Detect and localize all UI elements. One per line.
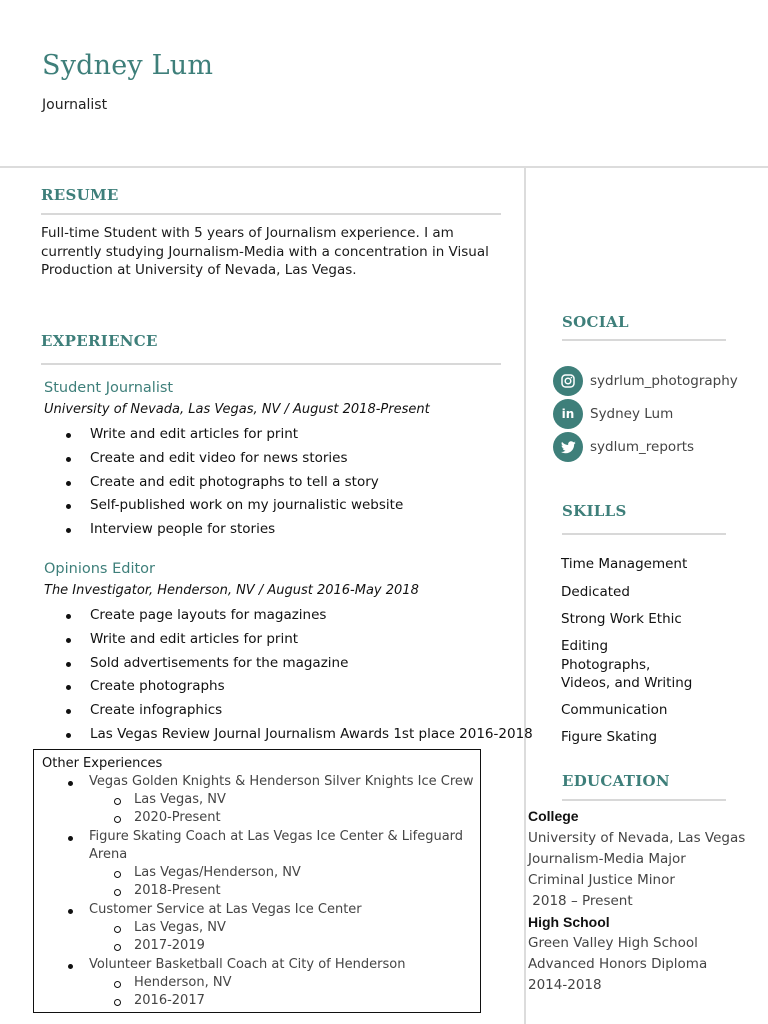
other-experience-dates: 2017-2019 — [134, 938, 205, 953]
social-handle: sydrlum_photography — [590, 373, 738, 389]
job-bullet: Create and edit video for news stories — [62, 447, 403, 471]
other-experience-dates: 2018-Present — [134, 883, 221, 898]
column-divider — [524, 168, 526, 1024]
skill-item: Strong Work Ethic — [561, 611, 682, 627]
education-section-title: EDUCATION — [562, 772, 670, 790]
skill-item: Dedicated — [561, 584, 630, 600]
other-experience-location: Las Vegas, NV — [134, 792, 226, 807]
job-bullet: Write and edit articles for print — [62, 423, 403, 447]
other-experience-item: Volunteer Basketball Coach at City of Henderson — [89, 957, 406, 972]
education-highschool-heading: High School — [528, 914, 610, 930]
job-bullet: Self-published work on my journalistic website — [62, 494, 403, 518]
social-section-rule — [562, 339, 726, 341]
candidate-name: Sydney Lum — [42, 50, 214, 81]
linkedin-icon: in — [553, 399, 583, 429]
skill-item: Communication — [561, 702, 668, 718]
job-bullets — [62, 604, 533, 747]
job-bullet: Create photographs — [62, 675, 533, 699]
social-handle: Sydney Lum — [590, 406, 674, 422]
other-experience-item: Figure Skating Coach at Las Vegas Ice Center & Lifeguard — [89, 829, 464, 844]
social-instagram[interactable] — [553, 366, 753, 396]
education-line: University of Nevada, Las Vegas — [528, 830, 746, 846]
other-experiences-box — [33, 749, 481, 1013]
job-bullet: Sold advertisements for the magazine — [62, 652, 533, 676]
education-section-rule — [562, 799, 726, 801]
skill-item: Figure Skating — [561, 729, 658, 745]
social-handle: sydlum_reports — [590, 439, 695, 455]
education-college-heading: College — [528, 808, 579, 824]
social-linkedin[interactable] — [553, 399, 753, 429]
resume-section-title: RESUME — [41, 186, 119, 204]
experience-section-title: EXPERIENCE — [41, 332, 158, 350]
resume-header — [0, 0, 768, 166]
other-experience-item-cont: Arena — [89, 847, 128, 862]
candidate-role: Journalist — [42, 97, 108, 113]
job-bullet: Las Vegas Review Journal Journalism Awards 1st place 2016-2018 — [62, 723, 533, 747]
education-line: 2014-2018 — [528, 977, 602, 993]
other-experience-location: Las Vegas, NV — [134, 920, 226, 935]
job-bullet: Write and edit articles for print — [62, 628, 533, 652]
job-title: Student Journalist — [44, 380, 174, 396]
other-experiences-title: Other Experiences — [42, 756, 163, 771]
header-divider — [0, 166, 768, 168]
job-bullet: Create and edit photographs to tell a story — [62, 471, 403, 495]
other-experience-dates: 2020-Present — [134, 810, 221, 825]
instagram-icon — [553, 366, 583, 396]
other-experience-location: Henderson, NV — [134, 975, 232, 990]
education-line: Green Valley High School — [528, 935, 698, 951]
other-experience-dates: 2016-2017 — [134, 993, 205, 1008]
other-experience-location: Las Vegas/Henderson, NV — [134, 865, 301, 880]
job-meta: University of Nevada, Las Vegas, NV / August 2018-Present — [44, 402, 430, 417]
twitter-icon — [553, 432, 583, 462]
skill-item: Editing Photographs, Videos, and Writing — [561, 638, 693, 691]
skill-item: Time Management — [561, 556, 688, 572]
experience-section-rule — [41, 363, 501, 365]
skills-section-rule — [562, 533, 726, 535]
job-title: Opinions Editor — [44, 561, 156, 577]
resume-section-rule — [41, 213, 501, 215]
other-experience-item: Customer Service at Las Vegas Ice Center — [89, 902, 362, 917]
social-section-title: SOCIAL — [562, 313, 629, 331]
job-bullet: Create page layouts for magazines — [62, 604, 533, 628]
education-line: Advanced Honors Diploma — [528, 956, 708, 972]
education-line: Criminal Justice Minor — [528, 872, 675, 888]
other-experience-item: Vegas Golden Knights & Henderson Silver Knights Ice Crew — [89, 774, 474, 789]
education-line: Journalism-Media Major — [528, 851, 686, 867]
skills-section-title: SKILLS — [562, 502, 627, 520]
social-twitter[interactable] — [553, 432, 753, 462]
job-bullets — [62, 423, 403, 542]
job-bullet: Interview people for stories — [62, 518, 403, 542]
resume-summary: Full-time Student with 5 years of Journalism experience. I am currently studying Journalism-Media with a concentration in Visual Production at University of Nevada, Las Vegas. — [41, 225, 489, 278]
job-bullet: Create infographics — [62, 699, 533, 723]
job-meta: The Investigator, Henderson, NV / August 2016-May 2018 — [44, 583, 419, 598]
education-line: 2018 – Present — [528, 893, 633, 909]
